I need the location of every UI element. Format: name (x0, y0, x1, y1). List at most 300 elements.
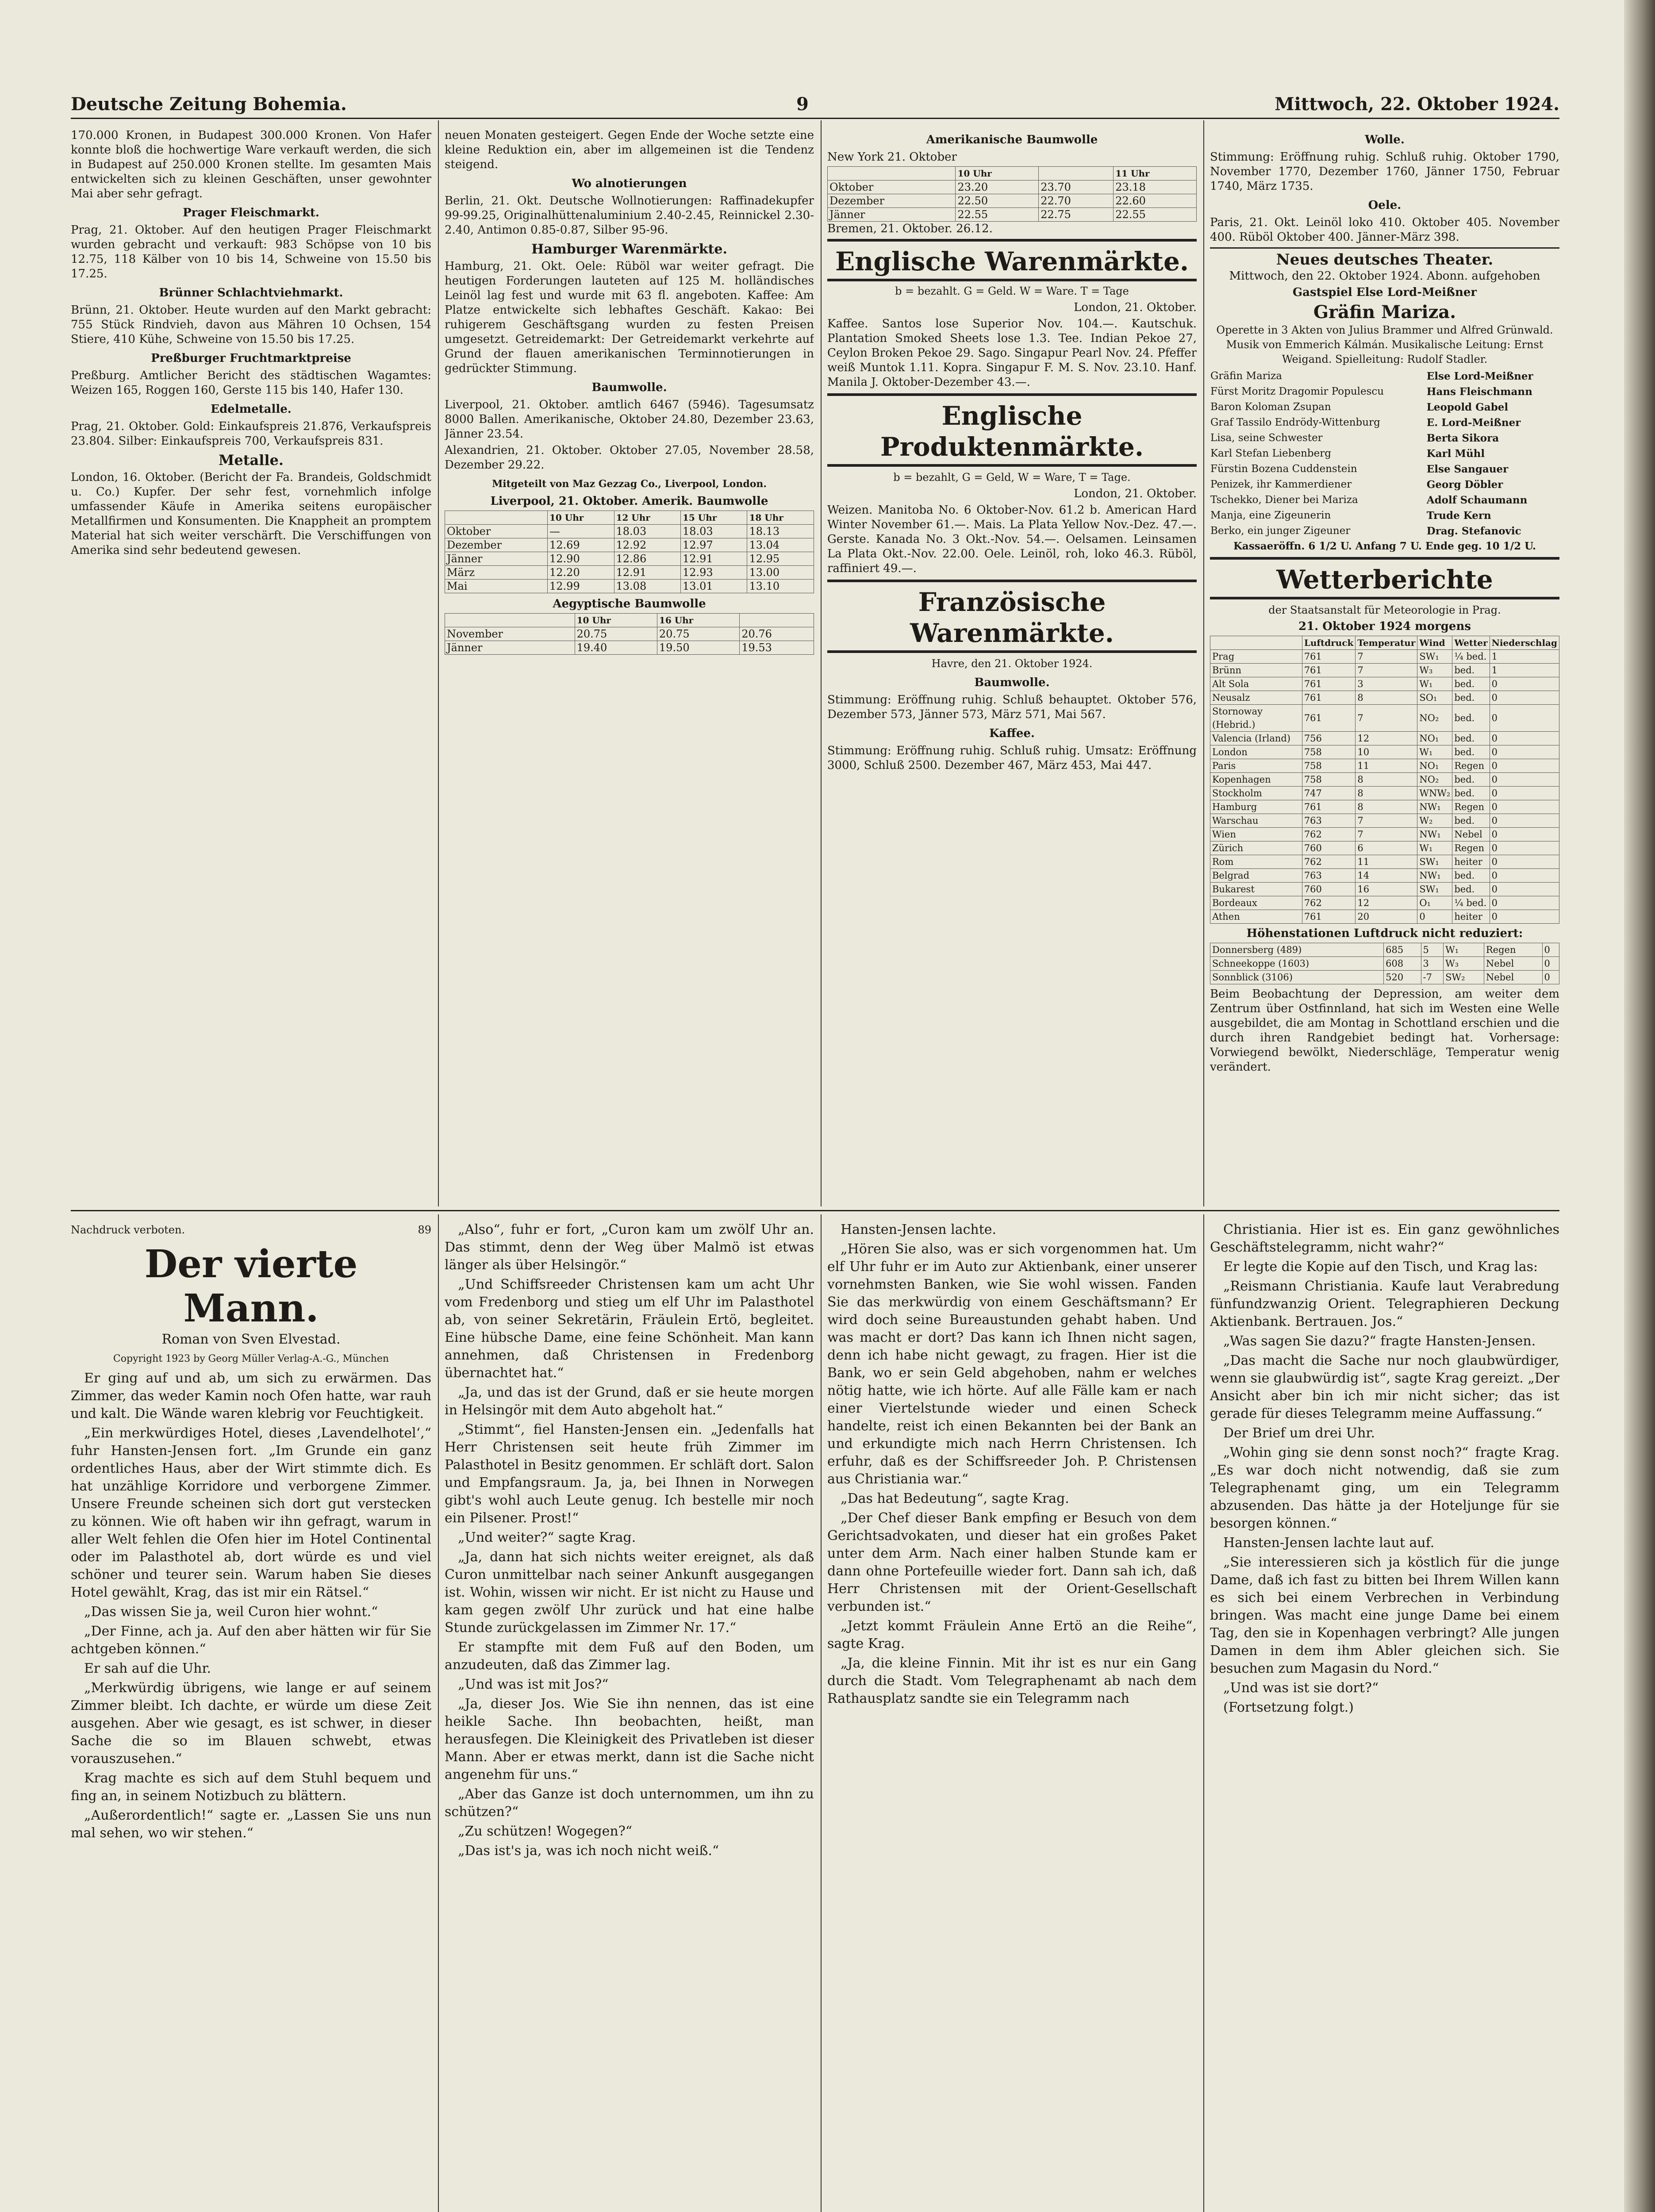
novel-paragraph: „Merkwürdig übrigens, wie lange er auf seinem Zimmer bleibt. Ich dachte, er würde um diese Zeit ausgehen. Aber wie gesagt, es ist schwer, in dieser Sache die so im Blauen schwebt, etwas vorauszusehen.“ (71, 1680, 431, 1767)
table-row (828, 208, 1197, 222)
table-cell: 12.93 (680, 566, 747, 580)
table-row (1210, 759, 1559, 773)
weather-forecast-text: Beim Beobachtung der Depression, am weiter dem Zentrum über Ostfinnland, hat sich im Westen eine Welle ausgebildet, die am Montag in Schottland erschien und die durch ihren Randgebiet bedingt hat. Vorhersage: Vorwiegend bewölkt, Niederschläge, Temperatur wenig verändert. (1210, 987, 1559, 1074)
section-text: Alexandrien, 21. Oktober. Oktober 27.05, November 28.58, Dezember 29.22. (445, 444, 814, 472)
table-cell: 11 (1355, 759, 1417, 773)
section-heading: Oele. (1368, 199, 1402, 212)
table-cell: 0 (1490, 814, 1559, 828)
table-cell: NO₁ (1417, 759, 1452, 773)
french-markets-title: Französische Warenmärkte. (910, 587, 1114, 648)
table-row (445, 538, 814, 552)
table-cell: bed. (1452, 883, 1490, 896)
table-row (1210, 957, 1559, 971)
cast-row (1210, 399, 1559, 415)
cotton-table-title: Liverpool, 21. Oktober. Amerik. Baumwolle (490, 495, 768, 508)
novel-paragraph: „Und was ist mit Jos?“ (458, 1677, 609, 1692)
cast-role: Karl Stefan Liebenberg (1210, 448, 1331, 459)
table-cell: 20 (1355, 910, 1417, 924)
table-row (1210, 705, 1559, 732)
table-header-cell: 12 Uhr (614, 511, 680, 525)
table-row (1210, 841, 1559, 855)
table-cell: bed. (1452, 773, 1490, 787)
table-cell: SO₁ (1417, 691, 1452, 705)
table-cell: 12.86 (614, 552, 680, 566)
cast-actor: Adolf Schaumann (1426, 494, 1528, 506)
cast-role: Fürstin Bozena Cuddenstein (1210, 463, 1357, 475)
novel-paragraph: „Zu schützen! Wogegen?“ (458, 1824, 633, 1839)
table-cell: 12.69 (548, 538, 614, 552)
table-cell: 0 (1490, 869, 1559, 883)
table-cell: 20.75 (657, 627, 739, 641)
table-cell: NO₂ (1417, 773, 1452, 787)
market-column-4 (1210, 128, 1559, 1206)
section-text: Preßburg. Amtlicher Bericht des städtischen Wagamtes: Weizen 165, Roggen 160, Gerste 115 bis 140, Hafer 130. (71, 369, 431, 397)
table-cell: 18.03 (680, 525, 747, 538)
table-cell: 761 (1302, 650, 1355, 664)
table-cell: Regen (1452, 800, 1490, 814)
table-cell: 7 (1355, 828, 1417, 841)
cast-actor: Else Sangauer (1426, 463, 1509, 475)
table-cell: Sonnblick (3106) (1210, 971, 1384, 984)
table-cell: W₁ (1417, 745, 1452, 759)
table-row (445, 552, 814, 566)
table-cell: 8 (1355, 691, 1417, 705)
table-cell: 0 (1490, 841, 1559, 855)
novel-copyright: Copyright 1923 by Georg Müller Verlag-A.-G., München (113, 1353, 389, 1364)
table-cell: heiter (1452, 855, 1490, 869)
novel-paragraph: Er stampfte mit dem Fuß auf den Boden, um anzudeuten, daß das Zimmer lag. (445, 1640, 814, 1673)
table-cell: Nebel (1484, 957, 1542, 971)
egypt-table-title: Aegyptische Baumwolle (553, 597, 706, 611)
table-cell: 10 (1355, 745, 1417, 759)
novel-paragraph: „Stimmt“, fiel Hansten-Jensen ein. „Jedenfalls hat Herr Christensen seit heute früh Zimmer im Palasthotel in Besitz genommen. Er schläft dort. Salon und Empfangsraum. Ja, ja, bei Ihnen in Norwegen gibt's wohl auch Leute genug. Ich bestelle mir noch ein Pilsener. Prost!“ (445, 1422, 814, 1526)
table-header-cell: Wind (1417, 636, 1452, 650)
table-cell: 762 (1302, 855, 1355, 869)
section-heading: Wolle. (1365, 133, 1405, 146)
table-cell: 0 (1542, 971, 1559, 984)
table-cell: 8 (1355, 773, 1417, 787)
table-cell: SW₁ (1417, 855, 1452, 869)
table-cell: 1 (1490, 650, 1559, 664)
table-row (445, 627, 814, 641)
table-header-cell: 10 Uhr (956, 167, 1039, 180)
table-cell: November (445, 627, 575, 641)
section-text: Kaffee. Santos lose Superior Nov. 104.—. Kautschuk. Plantation Smoked Sheets lose 1.3. Tee. Indian Pekoe 27, Ceylon Broken Pekoe 29. Sago. Singapur Pearl Nov. 24. Pfeffer weiß Muntok 1.11. Kopra. Singapur F. M. S. Nov. 23.10. Hanf. Manila J. Oktober-Dezember 43.—. (827, 317, 1197, 389)
table-cell: NW₁ (1417, 828, 1452, 841)
table-cell: Oktober (828, 180, 956, 194)
table-cell: ¼ bed. (1452, 650, 1490, 664)
table-cell: 3 (1355, 677, 1417, 691)
novel-paragraph: „Jetzt kommt Fräulein Anne Ertö an die Reihe“, sagte Krag. (827, 1618, 1197, 1651)
weather-table (1210, 636, 1559, 924)
height-stations-table (1210, 943, 1559, 984)
egypt-cotton-table (445, 613, 814, 655)
table-cell: NO₁ (1417, 732, 1452, 745)
section-heading: Hamburger Warenmärkte. (531, 242, 727, 257)
theater-guest: Gastspiel Else Lord-Meißner (1292, 286, 1477, 299)
cast-actor: Georg Döbler (1426, 479, 1503, 491)
table-row (1210, 732, 1559, 745)
legend-text: b = bezahlt, G = Geld, W = Ware, T = Tage. (893, 471, 1131, 484)
table-cell: bed. (1452, 705, 1490, 732)
table-cell: 0 (1490, 883, 1559, 896)
table-row (445, 641, 814, 655)
table-cell: 762 (1302, 828, 1355, 841)
table-cell: 12 (1355, 732, 1417, 745)
section-heading: Amerikanische Baumwolle (926, 133, 1098, 146)
table-cell: 0 (1490, 691, 1559, 705)
table-cell: Belgrad (1210, 869, 1302, 883)
table-cell: Stockholm (1210, 787, 1302, 800)
theater-title: Neues deutsches Theater. (1276, 251, 1494, 269)
cast-row (1210, 384, 1559, 399)
novel-column-3 (827, 1221, 1197, 2212)
table-cell: Zürich (1210, 841, 1302, 855)
table-row (445, 580, 814, 593)
table-cell: Valencia (Irland) (1210, 732, 1302, 745)
table-cell: W₁ (1417, 841, 1452, 855)
table-cell: 12.92 (614, 538, 680, 552)
novel-title: Der vierte Mann. (144, 1242, 358, 1331)
table-row (1210, 910, 1559, 924)
section-subtitle: New York 21. Oktober (827, 150, 957, 164)
table-cell: 0 (1490, 800, 1559, 814)
table-cell: ¼ bed. (1452, 896, 1490, 910)
table-cell: 13.00 (747, 566, 814, 580)
novel-paragraph: „Der Chef dieser Bank empfing er Besuch von dem Gerichtsadvokaten, und dieser hat ein großes Paket unter dem Arm. Nach einer halben Stunde kam er dann ohne Portefeuille wieder fort. Dann sah ich, daß Herr Christensen mit der Orient-Gesellschaft verbunden ist.“ (827, 1510, 1197, 1614)
table-cell: bed. (1452, 745, 1490, 759)
novel-text-col3 (827, 1221, 1197, 1708)
novel-paragraph: Hansten-Jensen lachte. (841, 1222, 997, 1237)
table-cell: 22.55 (956, 208, 1039, 222)
table-cell: 12.91 (680, 552, 747, 566)
table-cell: Regen (1484, 943, 1542, 957)
table-cell: 0 (1490, 855, 1559, 869)
section-text: Brünn, 21. Oktober. Heute wurden auf den Markt gebracht: 755 Stück Rindvieh, davon aus Mähren 10 Ochsen, 154 Stiere, 410 Kühe, Schweine von 15.50 bis 17.25. (71, 303, 431, 346)
novel-paragraph: „Außerordentlich!“ sagte er. „Lassen Sie uns nun mal sehen, wo wir stehen.“ (71, 1808, 431, 1841)
table-cell: 0 (1490, 677, 1559, 691)
cast-role: Lisa, seine Schwester (1210, 432, 1323, 444)
table-row (445, 566, 814, 580)
novel-paragraph: „Und Schiffsreeder Christensen kam um acht Uhr vom Fredenborg und stieg um elf Uhr im Palasthotel ab, von seiner Sekretärin, Fräulein Ertö, begleitet. Eine hübsche Dame, eine feine Schönheit. Man kann annehmen, daß Christensen in Fredenborg übernachtet hat.“ (445, 1277, 814, 1381)
cast-row (1210, 508, 1559, 523)
section-text: Berlin, 21. Okt. Deutsche Wollnotierungen: Raffinadekupfer 99-99.25, Originalhüttenaluminium 2.40-2.45, Reinnickel 2.30-2.40, Antimon 0.85-0.87, Silber 95-96. (445, 194, 814, 237)
section-heading: Baumwolle. (974, 676, 1050, 689)
table-cell: 13.04 (747, 538, 814, 552)
table-header-cell (445, 614, 575, 627)
novel-paragraph: Krag machte es sich auf dem Stuhl bequem und fing an, in seinem Notizbuch zu blättern. (71, 1770, 431, 1804)
novel-paragraph: (Fortsetzung folgt.) (1223, 1700, 1354, 1715)
table-cell: 1 (1490, 664, 1559, 677)
table-header-cell: Niederschlag (1490, 636, 1559, 650)
newspaper-name: Deutsche Zeitung Bohemia. (71, 94, 347, 115)
market-column-3 (827, 128, 1197, 1206)
novel-paragraph: „Ein merkwürdiges Hotel, dieses ‚Lavendelhotel‘,“ fuhr Hansten-Jensen fort. „Im Grunde ein ganz ordentliches Haus, aber der Wirt stimmte dich. Es hat unzählige Korridore und verborgene Zimmer. Unsere Freunde scheinen sich dort gut verstecken zu können. Wie oft haben wir ihn gefragt, warum in aller Welt fehlen die Ofen hier im Hotel Continental oder im Palasthotel ab, dort würde es und viel schöner und teurer sein. Warum haben Sie dieses Hotel gewählt, Krag, das ist mir ein Rätsel.“ (71, 1425, 431, 1600)
cast-row (1210, 523, 1559, 539)
table-cell: 761 (1302, 691, 1355, 705)
issue-date: Mittwoch, 22. Oktober 1924. (1275, 94, 1559, 115)
novel-paragraph: „Sie interessieren sich ja köstlich für die junge Dame, daß ich fast zu bitten bei Ihrem Willen kann es sich bei einem Verbrechen in Verbindung bringen. Was macht eine junge Dame bei einem Tag, den sie in Kopenhagen verbringt? Alle jungen Damen in dem ihm Abler gleichen sich. Sie besuchen zum Magasin du Nord.“ (1210, 1555, 1559, 1676)
table-cell: 22.70 (1039, 194, 1114, 208)
table-cell: 758 (1302, 759, 1355, 773)
table-cell: 758 (1302, 745, 1355, 759)
novel-paragraph: Hansten-Jensen lachte laut auf. (1223, 1535, 1435, 1551)
table-cell: 7 (1355, 664, 1417, 677)
table-row (1210, 943, 1559, 957)
table-cell: 12.90 (548, 552, 614, 566)
weather-banner (1210, 557, 1559, 599)
cast-role: Gräfin Mariza (1210, 370, 1282, 382)
table-cell: bed. (1452, 732, 1490, 745)
product-markets-title: Englische Produktenmärkte. (880, 401, 1144, 462)
table-cell: Rom (1210, 855, 1302, 869)
cast-actor: Else Lord-Meißner (1426, 370, 1533, 382)
novel-paragraph: „Das wissen Sie ja, weil Curon hier wohnt.“ (84, 1604, 378, 1620)
table-cell: 23.18 (1114, 180, 1197, 194)
ny-cotton-table (827, 166, 1197, 222)
table-cell: bed. (1452, 869, 1490, 883)
novel-paragraph: „Was sagen Sie dazu?“ fragte Hansten-Jensen. (1223, 1333, 1536, 1349)
dateline: Havre, den 21. Oktober 1924. (931, 657, 1093, 670)
novel-paragraph: „Ja, dann hat sich nichts weiter ereignet, als daß Curon unmittelbar nach seiner Ankunft ausgegangen ist. Wohin, wissen wir nicht. Er ist nicht zu Hause und kam gegen zwölf Uhr zurück und hat eine halbe Stunde zurückgelassen im Zimmer Nr. 17.“ (445, 1549, 814, 1636)
table-cell: Hamburg (1210, 800, 1302, 814)
table-cell: 3 (1421, 957, 1444, 971)
section-heading: Mitgeteilt von Maz Gezzag Co., Liverpool, London. (492, 478, 767, 490)
table-cell: 7 (1355, 814, 1417, 828)
table-cell: 12.95 (747, 552, 814, 566)
weather-title: Wetterberichte (1276, 565, 1493, 595)
novel-paragraph: „Also“, fuhr er fort, „Curon kam um zwölf Uhr an. Das stimmt, denn der Weg über Malmö ist etwas länger als über Helsingör.“ (445, 1222, 814, 1273)
page-header (71, 91, 1559, 119)
table-cell: Jänner (445, 641, 575, 655)
table-row (1210, 745, 1559, 759)
table-cell: W₁ (1417, 677, 1452, 691)
table-cell: Wien (1210, 828, 1302, 841)
section-heading: Edelmetalle. (211, 403, 292, 416)
table-cell: 16 (1355, 883, 1417, 896)
table-cell: 13.10 (747, 580, 814, 593)
novel-paragraph: „Ja, dieser Jos. Wie Sie ihn nennen, das ist eine heikle Sache. Ihn beobachten, heißt, man herausfegen. Die Kleinigkeit des Privatleben ist dieser Mann. Aber er etwas merkt, dann ist die Sache nicht angenehm für uns.“ (445, 1696, 814, 1782)
section-text: Liverpool, 21. Oktober. amtlich 6467 (5946). Tagesumsatz 8000 Ballen. Amerikanische, Oktober 24.80, Dezember 23.63, Jänner 23.54. (445, 398, 814, 441)
cast-role: Baron Koloman Zsupan (1210, 401, 1331, 413)
table-cell: 6 (1355, 841, 1417, 855)
market-lead-text: neuen Monaten gesteigert. Gegen Ende der Woche setzte eine kleine Reduktion ein, aber im allgemeinen ist die Tendenz steigend. (445, 129, 814, 171)
table-cell: Regen (1452, 759, 1490, 773)
table-cell: 13.08 (614, 580, 680, 593)
table-cell: 23.70 (1039, 180, 1114, 194)
dateline: London, 21. Oktober. (1074, 487, 1197, 500)
table-cell: Dezember (445, 538, 548, 552)
table-cell: Prag (1210, 650, 1302, 664)
table-header-cell (740, 614, 814, 627)
table-cell: WNW₂ (1417, 787, 1452, 800)
dateline: London, 21. Oktober. (1074, 301, 1197, 314)
table-cell: Regen (1452, 841, 1490, 855)
table-cell: Dezember (828, 194, 956, 208)
section-text: Stimmung: Eröffnung ruhig. Schluß ruhig. Umsatz: Eröffnung 3000, Schluß 2500. Dezember 467, März 453, Mai 447. (827, 744, 1197, 772)
table-cell: bed. (1452, 677, 1490, 691)
table-row (1210, 896, 1559, 910)
section-heading: Preßburger Fruchtmarktpreise (151, 352, 351, 365)
weather-date: 21. Oktober 1924 morgens (1298, 620, 1471, 633)
novel-column-1 (71, 1221, 431, 2212)
table-cell: 22.75 (1039, 208, 1114, 222)
table-cell: 0 (1490, 896, 1559, 910)
table-cell: bed. (1452, 814, 1490, 828)
novel-paragraph: „Wohin ging sie denn sonst noch?“ fragte Krag. „Es war doch nicht notwendig, daß sie zum Telegraphenamt ging, um ein Telegramm abzusenden. Das hätte ja der Hoteljunge für sie besorgen können.“ (1210, 1445, 1559, 1531)
table-cell: 761 (1302, 800, 1355, 814)
table-cell: 762 (1302, 896, 1355, 910)
section-text: Weizen. Manitoba No. 6 Oktober-Nov. 61.2 b. American Hard Winter November 61.—. Mais. La Plata Yellow Nov.-Dez. 47.—. Gerste. Kanada No. 3 Okt.-Nov. 54.—. Oelsamen. Leinsamen La Plata Okt.-Nov. 22.00. Oele. Leinöl, roh, loko 46.3. Rüböl, raffiniert 49.—. (827, 503, 1197, 575)
novel-text-col1 (71, 1370, 431, 1842)
cast-row (1210, 369, 1559, 384)
height-stations-title: Höhenstationen Luftdruck nicht reduziert: (1246, 927, 1523, 940)
cast-role: Manja, eine Zigeunerin (1210, 510, 1331, 521)
table-cell: W₃ (1444, 957, 1484, 971)
table-cell: 761 (1302, 910, 1355, 924)
table-header-cell: 16 Uhr (657, 614, 739, 627)
table-cell: März (445, 566, 548, 580)
table-cell: 763 (1302, 814, 1355, 828)
cast-actor: Drag. Stefanovic (1426, 525, 1521, 537)
novel-text-col4 (1210, 1221, 1559, 1717)
table-cell: 14 (1355, 869, 1417, 883)
table-header-cell: 11 Uhr (1114, 167, 1197, 180)
table-cell: 0 (1490, 828, 1559, 841)
table-cell: NW₁ (1417, 800, 1452, 814)
table-header-cell: 10 Uhr (575, 614, 657, 627)
table-cell: 20.76 (740, 627, 814, 641)
market-column-1 (71, 128, 431, 1206)
table-cell: Donnersberg (489) (1210, 943, 1384, 957)
cast-role: Graf Tassilo Endrödy-Wittenburg (1210, 417, 1380, 428)
section-text: London, 16. Oktober. (Bericht der Fa. Brandeis, Goldschmidt u. Co.) Kupfer. Der sehr fest, vornehmlich infolge umfassender Käufe in Amerika seitens europäischer Metallfirmen und Konsumenten. Die Knappheit an promptem Material hat sich weiter verschärft. Die Verschiffungen von Amerika sind sehr bedeutend gewesen. (71, 471, 431, 557)
table-cell: SW₁ (1417, 650, 1452, 664)
table-cell: 18.13 (747, 525, 814, 538)
table-row (1210, 883, 1559, 896)
table-cell: Athen (1210, 910, 1302, 924)
table-cell: 0 (1490, 732, 1559, 745)
section-heading: Baumwolle. (591, 381, 667, 394)
table-cell: SW₁ (1417, 883, 1452, 896)
table-cell: 12.20 (548, 566, 614, 580)
novel-paragraph: „Aber das Ganze ist doch unternommen, um ihn zu schützen?“ (445, 1786, 814, 1820)
cast-row (1210, 430, 1559, 446)
table-cell: Bordeaux (1210, 896, 1302, 910)
table-cell: Oktober (445, 525, 548, 538)
theater-date: Mittwoch, den 22. Oktober 1924. Abonn. aufgehoben (1229, 269, 1540, 283)
table-cell: Paris (1210, 759, 1302, 773)
table-cell: 0 (1542, 943, 1559, 957)
table-cell: W₁ (1444, 943, 1484, 957)
table-row (1210, 691, 1559, 705)
table-cell: 7 (1355, 705, 1417, 732)
cast-role: Berko, ein junger Zigeuner (1210, 525, 1351, 537)
table-cell: NW₁ (1417, 869, 1452, 883)
table-cell: bed. (1452, 787, 1490, 800)
table-cell: 763 (1302, 869, 1355, 883)
table-cell: NO₂ (1417, 705, 1452, 732)
table-cell: 11 (1355, 855, 1417, 869)
table-cell: bed. (1452, 664, 1490, 677)
theater-footer: Kassaeröffn. 6 1/2 U. Anfang 7 U. Ende geg. 10 1/2 U. (1233, 540, 1536, 552)
french-markets-banner (827, 580, 1197, 653)
table-cell: Warschau (1210, 814, 1302, 828)
table-cell: 7 (1355, 650, 1417, 664)
novel-paragraph: „Das hat Bedeutung“, sagte Krag. (841, 1491, 1069, 1506)
cast-list (1210, 369, 1559, 539)
table-cell: 8 (1355, 787, 1417, 800)
table-header-cell: 15 Uhr (680, 511, 747, 525)
novel-paragraph: „Und was ist sie dort?“ (1223, 1680, 1379, 1696)
table-cell: London (1210, 745, 1302, 759)
table-cell: O₁ (1417, 896, 1452, 910)
table-cell: 22.60 (1114, 194, 1197, 208)
table-cell: Brünn (1210, 664, 1302, 677)
page-edge-shadow (1624, 0, 1655, 2212)
table-cell: 12.91 (614, 566, 680, 580)
section-text: Stimmung: Eröffnung ruhig. Schluß ruhig. Oktober 1790, November 1770, Dezember 1760, Jänner 1750, Februar 1740, März 1735. (1210, 150, 1559, 193)
novel-text-col2 (445, 1221, 814, 1860)
table-row (1210, 800, 1559, 814)
table-row (1210, 650, 1559, 664)
table-cell: W₃ (1417, 664, 1452, 677)
novel-paragraph: Er sah auf die Uhr. (84, 1661, 211, 1676)
table-row (1210, 814, 1559, 828)
table-cell: Jänner (828, 208, 956, 222)
table-row (1210, 971, 1559, 984)
weather-subtitle: der Staatsanstalt für Meteorologie in Prag. (1268, 604, 1501, 616)
table-cell: 756 (1302, 732, 1355, 745)
cotton-table (445, 511, 814, 593)
cast-row (1210, 492, 1559, 508)
table-cell: Mai (445, 580, 548, 593)
table-header-cell (1039, 167, 1114, 180)
table-cell: -7 (1421, 971, 1444, 984)
cast-actor: Hans Fleischmann (1426, 386, 1532, 398)
table-row (1210, 855, 1559, 869)
table-header-cell: 18 Uhr (747, 511, 814, 525)
table-cell: 18.03 (614, 525, 680, 538)
cast-actor: E. Lord-Meißner (1426, 417, 1521, 429)
table-cell: 0 (1542, 957, 1559, 971)
table-cell: 8 (1355, 800, 1417, 814)
table-cell: Alt Sola (1210, 677, 1302, 691)
english-markets-title: Englische Warenmärkte. (835, 246, 1189, 276)
table-cell: 22.50 (956, 194, 1039, 208)
table-cell: 760 (1302, 883, 1355, 896)
table-cell: Nebel (1452, 828, 1490, 841)
novel-paragraph: „Reismann Christiania. Kaufe laut Verabredung fünfundzwanzig Orient. Telegraphieren Deckung Aktienbank. Bertrauen. Jos.“ (1210, 1279, 1559, 1329)
table-cell: 761 (1302, 677, 1355, 691)
section-heading: Wo alnotierungen (572, 177, 687, 190)
cast-row (1210, 477, 1559, 492)
table-cell: Stornoway (Hebrid.) (1210, 705, 1302, 732)
table-header-cell: 10 Uhr (548, 511, 614, 525)
section-heading: Brünner Schlachtviehmarkt. (159, 286, 343, 300)
table-row (1210, 869, 1559, 883)
table-cell: 0 (1490, 705, 1559, 732)
novel-paragraph: „Hören Sie also, was er sich vorgenommen hat. Um elf Uhr fuhr er im Auto zur Aktienbank, einer unserer vornehmsten Banken, wie Sie wohl wissen. Fanden Sie das merkwürdig von einem Geschäftsmann? Er wird doch seine Bureaustunden gehabt haben. Und was macht er dort? Das kann ich Ihnen nicht sagen, denn ich habe nicht gewagt, zu fragen. Hier ist die Bank, wo er sein Geld abgehoben, nahm er welches nötig hatte, wie ich hörte. Auf alle Fälle kam er nach einer Viertelstunde wieder und einen Scheck handelte, reist ich einen Bekannten bei der Bank an und erkundigte mich nach Herrn Christensen. Ich erfuhr, daß es der Schiffsreeder Joh. P. Christensen aus Christiania war.“ (827, 1241, 1197, 1487)
table-row (1210, 773, 1559, 787)
table-cell: 12.97 (680, 538, 747, 552)
novel-notice-row (71, 1221, 431, 1239)
section-text: Paris, 21. Okt. Leinöl loko 410. Oktober 405. November 400. Rüböl Oktober 400. Jänner-März 398. (1210, 216, 1559, 244)
table-cell: 608 (1384, 957, 1421, 971)
table-cell: 0 (1417, 910, 1452, 924)
table-header-cell (828, 167, 956, 180)
table-row (1210, 828, 1559, 841)
